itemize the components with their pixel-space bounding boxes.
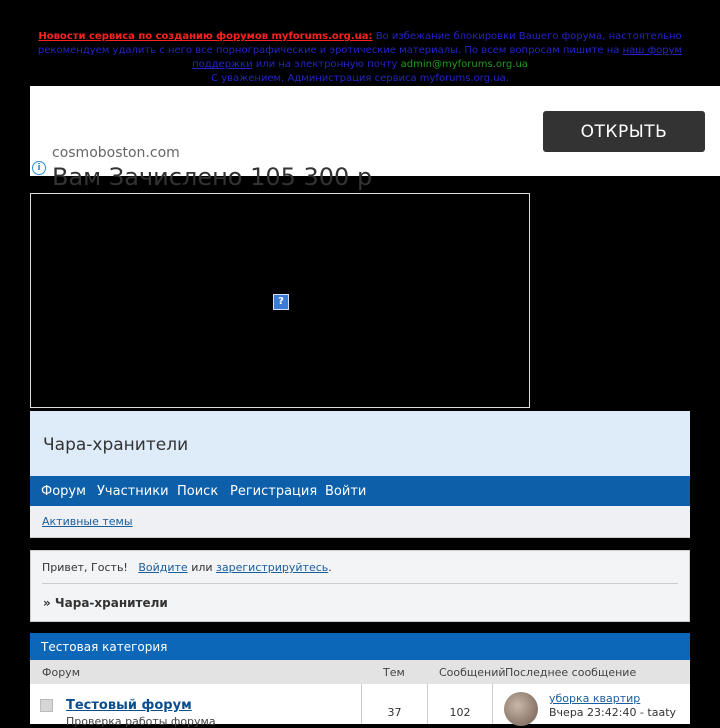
ad-domain[interactable]: cosmoboston.com <box>52 145 180 161</box>
notice-signature: С уважением, Администрация сервиса myforums.org.ua. <box>211 73 509 84</box>
nav-members[interactable]: Участники <box>97 484 169 499</box>
col-forum: Форум <box>42 666 80 679</box>
nav-search[interactable]: Поиск <box>177 484 219 499</box>
nav-register[interactable]: Регистрация <box>230 484 318 499</box>
main-nav <box>30 476 690 506</box>
greeting-text: Привет, Гость! <box>42 561 128 574</box>
divider <box>42 583 678 584</box>
service-notice <box>30 30 690 86</box>
notice-title: Новости сервиса по созданию форумов myforums.org.ua: <box>38 31 373 42</box>
or-text: или <box>191 561 213 574</box>
forum-status-icon <box>40 699 53 712</box>
forum-title: Чара-хранители <box>43 435 189 455</box>
column-headers <box>30 660 690 685</box>
ad-headline[interactable]: Вам Зачислено 105 300 р <box>52 163 373 191</box>
avatar[interactable] <box>504 692 538 726</box>
breadcrumb: » Чара-хранители <box>43 596 168 610</box>
video-player[interactable] <box>30 193 530 408</box>
topics-cell <box>362 684 428 724</box>
info-icon[interactable]: i <box>32 161 46 175</box>
support-forum-link[interactable]: наш форум поддержки <box>192 45 683 70</box>
forum-row <box>30 684 690 728</box>
nav-login[interactable]: Войти <box>325 484 367 499</box>
sub-nav <box>30 506 690 538</box>
category-header <box>30 633 690 660</box>
posts-count: 102 <box>449 706 471 719</box>
ad-banner[interactable] <box>30 86 720 191</box>
ad-open-button[interactable]: ОТКРЫТЬ <box>543 111 705 152</box>
greeting-period: . <box>328 561 332 574</box>
topics-count: 37 <box>387 706 402 719</box>
welcome-box <box>30 550 690 622</box>
last-post-meta: Вчера 23:42:40 - taaty <box>549 706 677 719</box>
active-topics-link[interactable]: Активные темы <box>42 515 133 528</box>
notice-text-1: Во избежание блокировки Вашего форума, настоятельно рекомендуем удалить с него все порнографические и эротические материалы. По всем вопросам пишите на <box>37 31 682 56</box>
greeting-line <box>42 561 332 574</box>
category-title[interactable]: Тестовая категория <box>41 640 168 654</box>
notice-text-2: или на электронную почту <box>252 59 401 70</box>
notice-email[interactable]: admin@myforums.org.ua <box>400 59 528 70</box>
forum-header <box>30 411 690 476</box>
posts-cell <box>428 684 493 724</box>
col-last-post: Последнее сообщение <box>505 666 637 679</box>
col-posts: Сообщений <box>439 666 506 679</box>
register-link[interactable]: зарегистрируйтесь <box>216 561 329 574</box>
last-post-cell <box>493 684 690 724</box>
last-post-link[interactable]: уборка квартир <box>549 692 641 705</box>
forum-link[interactable]: Тестовый форум <box>66 698 192 713</box>
nav-forum[interactable]: Форум <box>41 484 86 499</box>
col-topics: Тем <box>383 666 405 679</box>
forum-description: Проверка работы форума <box>66 715 216 728</box>
missing-plugin-icon: ? <box>273 294 289 310</box>
login-link[interactable]: Войдите <box>138 561 188 574</box>
forum-cell <box>30 684 362 728</box>
